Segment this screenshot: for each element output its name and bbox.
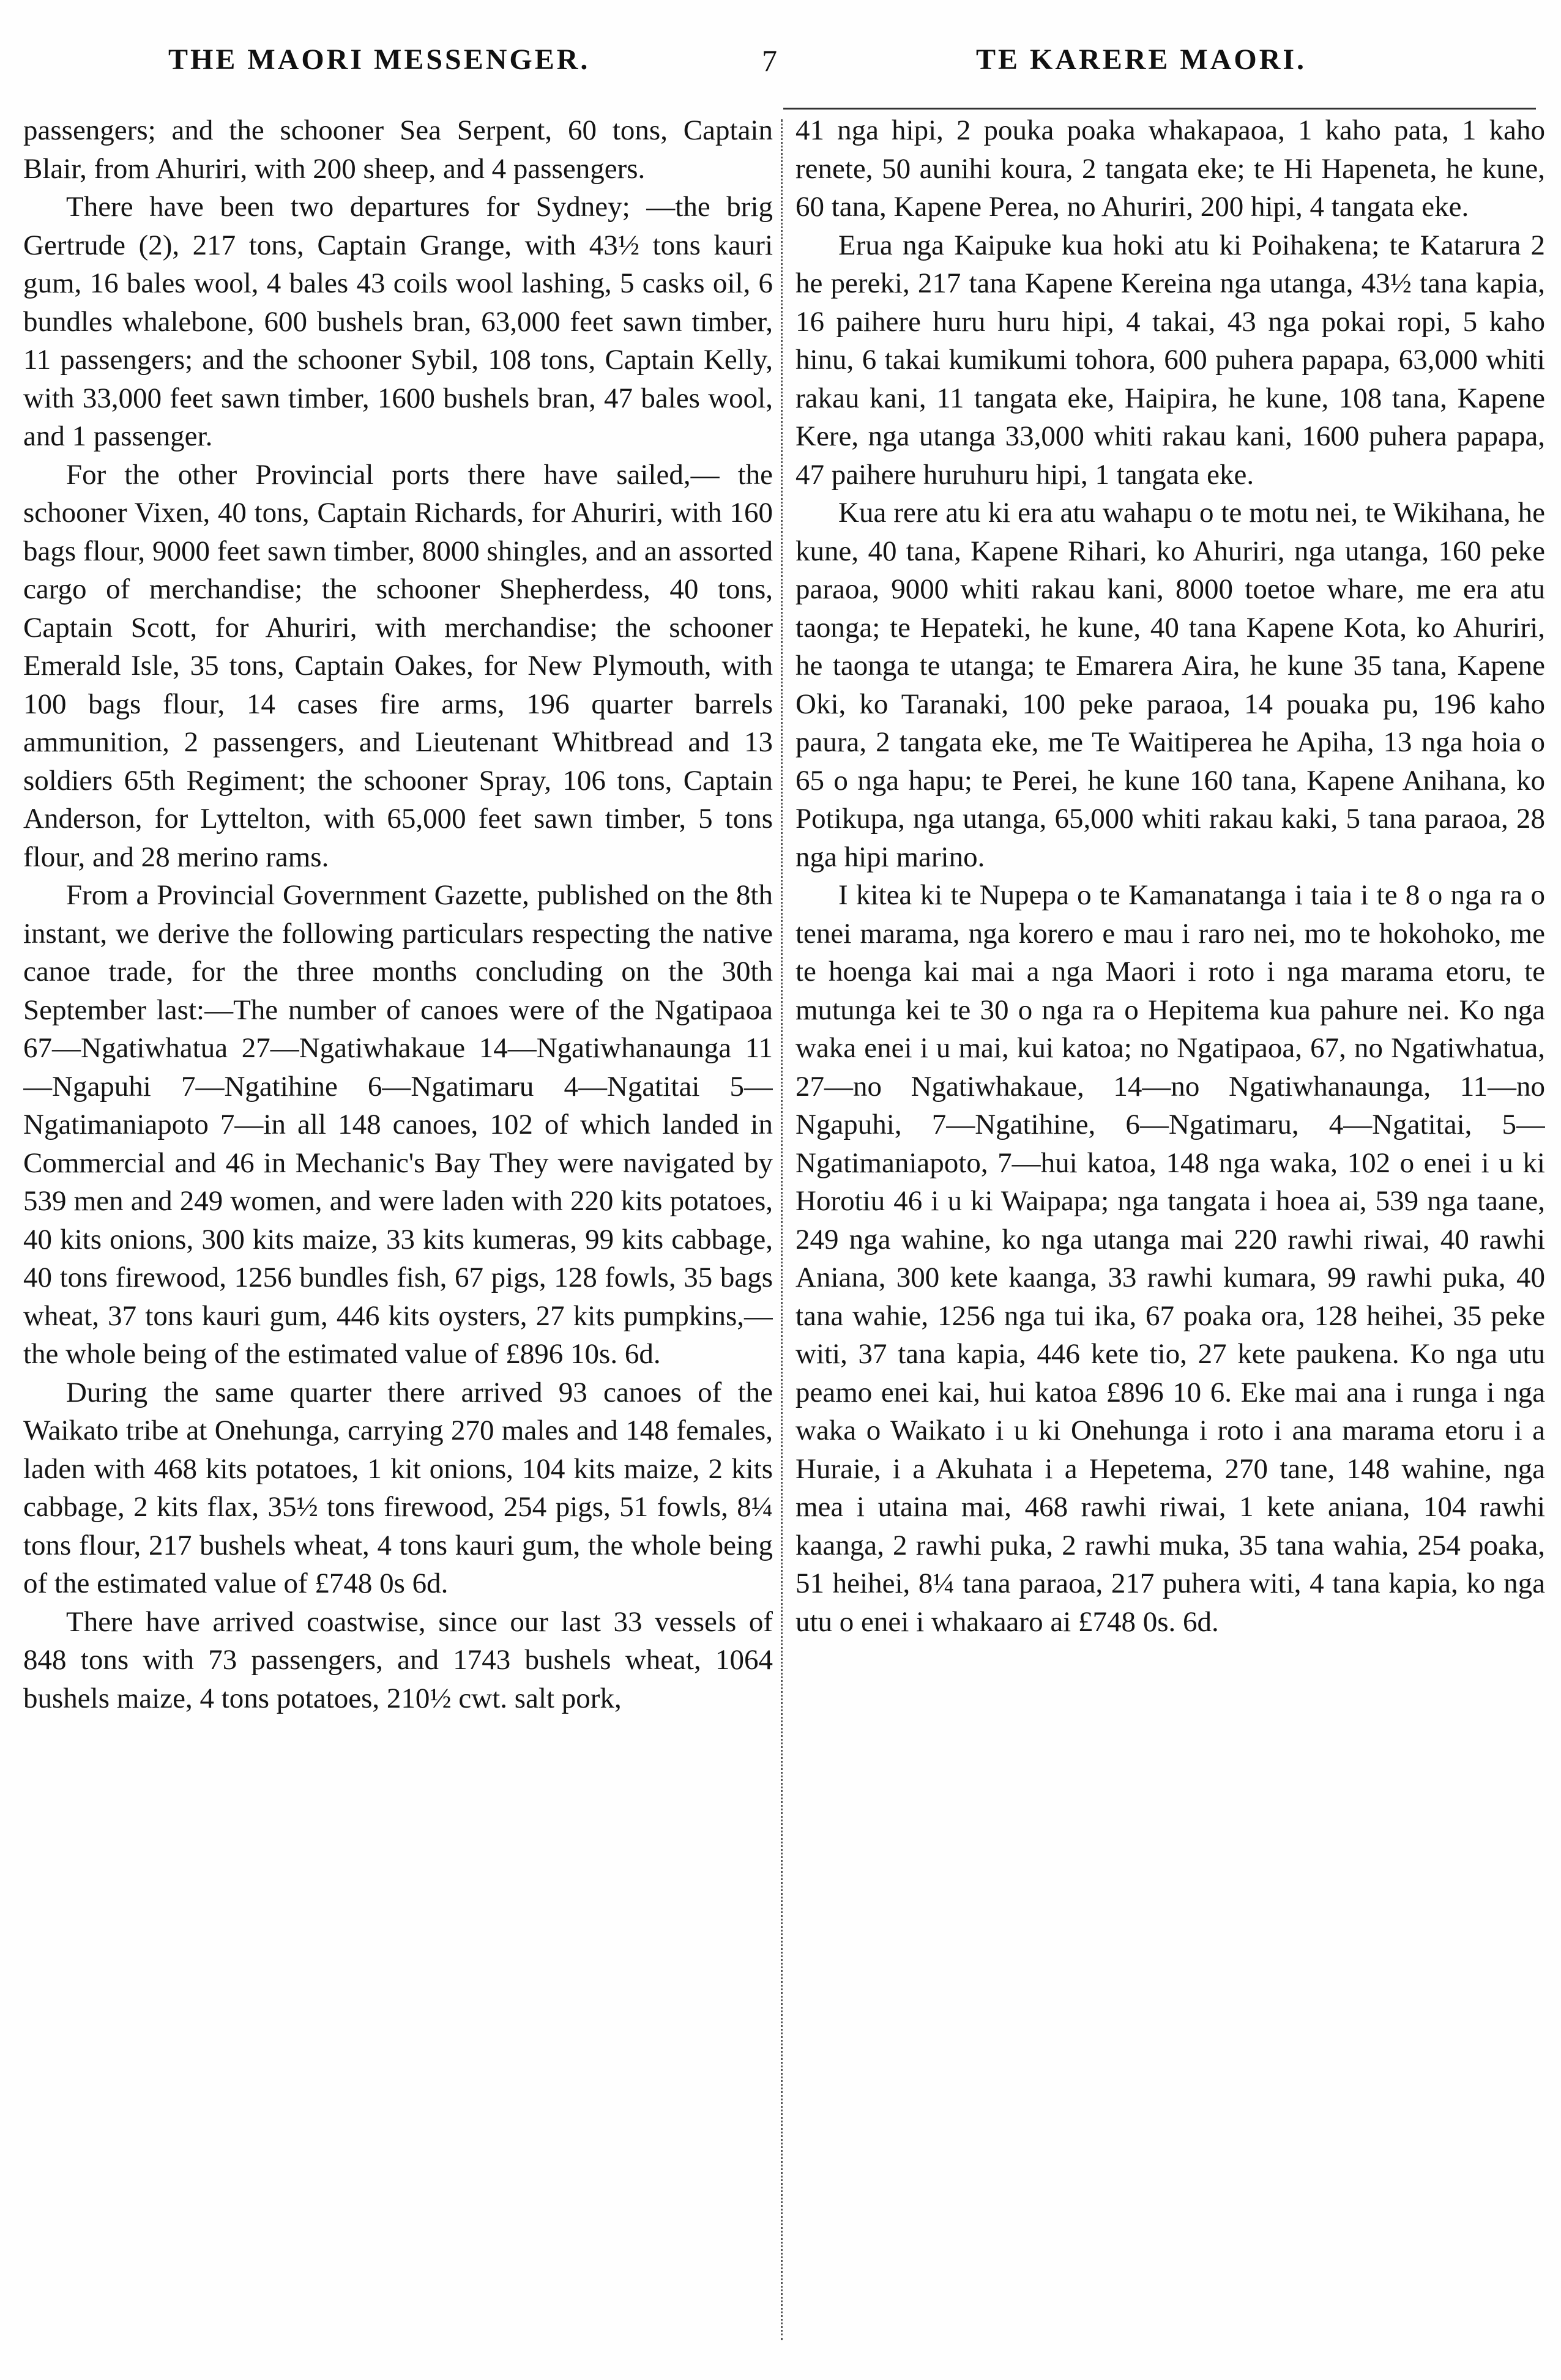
english-paragraph-6: There have arrived coastwise, since our last 33 vessels of 848 tons with 73 passengers, and 1743 bushels wheat, 1064 bushels maize, 4 tons potatoes, 210½ cwt. salt pork, (23, 1605, 773, 1714)
english-paragraph-5: During the same quarter there arrived 93 canoes of the Waikato tribe at Onehunga, carrying 270 males and 148 females, laden with 468 kits potatoes, 1 kit onions, 104 kits maize, 2 kits cabbage, 2 kits flax, 35½ tons firewood, 254 pigs, 51 fowls, 8¼ tons flour, 217 bushels wheat, 4 tons kauri gum, the whole being of the estimated value of £748 0s 6d. (23, 1376, 773, 1599)
maori-column (795, 111, 1545, 2351)
right-column-top-rule (783, 108, 1536, 110)
maori-paragraph-4: I kitea ki te Nupepa o te Kamanatanga i taia i te 8 o nga ra o tenei marama, nga korero e mau i raro nei, mo te hokohoko, me te hoenga kai mai a nga Maori i roto i nga marama etoru, te mutunga kei te 30 o nga ra o Hepitema kua pahure nei. Ko nga waka enei i u mai, kui katoa; no Ngatipaoa, 67, no Ngatiwhatua, 27—no Ngatiwhakaue, 14—no Ngatiwhanaunga, 11—no Ngapuhi, 7—Ngatihine, 6—Ngatimaru, 4—Ngatitai, 5—Ngatimaniapoto, 7—hui katoa, 148 nga waka, 102 o enei i u ki Horotiu 46 i u ki Waipapa; nga tangata i hoea ai, 539 nga taane, 249 nga wahine, ko nga utanga mai 220 rawhi riwai, 40 rawhi Aniana, 300 kete kaanga, 33 rawhi kumara, 99 rawhi puka, 40 tana wahie, 1256 nga tui ika, 67 poaka ora, 128 heihei, 35 peke witi, 37 tana kapia, 446 kete tio, 27 kete paukena. Ko nga utu peamo enei kai, hui katoa £896 10 6. Eke mai ana i runga i nga waka o Waikato i u ki Onehunga i roto i ana marama etoru i a Huraie, i a Akuhata i a Hepetema, 270 tane, 148 wahine, nga mea i utaina mai, 468 rawhi riwai, 1 kete aniana, 104 rawhi kaanga, 2 rawhi puka, 2 rawhi muka, 35 tana wahia, 254 poaka, 51 heihei, 8¼ tana paraoa, 217 puhera witi, 4 tana kapia, ko nga utu o enei i whakaaro ai £748 0s. 6d. (795, 879, 1545, 1638)
column-divider (781, 119, 783, 2340)
english-paragraph-3: For the other Provincial ports there have sailed,— the schooner Vixen, 40 tons, Captain Richards, for Ahuriri, with 160 bags flour, 9000 feet sawn timber, 8000 shingles, and an assorted cargo of merchandise; the schooner Shepherdess, 40 tons, Captain Scott, for Ahuriri, with merchandise; the schooner Emerald Isle, 35 tons, Captain Oakes, for New Plymouth, with 100 bags flour, 14 cases fire arms, 196 quarter barrels ammunition, 2 passengers, and Lieutenant Whitbread and 13 soldiers 65th Regiment; the schooner Spray, 106 tons, Captain Anderson, for Lyttelton, with 65,000 feet sawn timber, 5 tons flour, and 28 merino rams. (23, 458, 773, 873)
maori-paragraph-3: Kua rere atu ki era atu wahapu o te motu nei, te Wikihana, he kune, 40 tana, Kapene Rihari, ko Ahuriri, nga utanga, 160 peke paraoa, 9000 whiti rakau kani, 8000 toetoe whare, me era atu taonga; te Hepateki, he kune, 40 tana Kapene Kota, ko Ahuriri, he taonga te utanga; te Emarera Aira, he kune 35 tana, Kapene Oki, ko Taranaki, 100 peke paraoa, 14 pouaka pu, 196 kaho paura, 2 tangata eke, me Te Waitiperea he Apiha, 13 nga hoia o 65 o nga hapu; te Perei, he kune 160 tana, Kapene Anihana, ko Potikupa, nga utanga, 65,000 whiti rakau kaki, 5 tana paraoa, 28 nga hipi marino. (795, 497, 1545, 873)
english-paragraph-2: There have been two departures for Sydney; —the brig Gertrude (2), 217 tons, Captain Grange, with 43½ tons kauri gum, 16 bales wool, 4 bales 43 coils wool lashing, 5 casks oil, 6 bundles whalebone, 600 bushels bran, 63,000 feet sawn timber, 11 passengers; and the schooner Sybil, 108 tons, Captain Kelly, with 33,000 feet sawn timber, 1600 bushels bran, 47 bales wool, and 1 passenger. (23, 191, 773, 452)
page-number: 7 (762, 43, 780, 78)
maori-paragraph-2: Erua nga Kaipuke kua hoki atu ki Poihakena; te Katarura 2 he pereki, 217 tana Kapene Kereina nga utanga, 43½ tana kapia, 16 paihere huru huru hipi, 4 takai, 43 nga pokai ropi, 5 kaho hinu, 6 takai kumikumi tohora, 600 puhera papapa, 63,000 whiti rakau kani, 11 tangata eke, Haipira, he kune, 108 tana, Kapene Kere, nga utanga 33,000 whiti rakau kani, 1600 puhera papapa, 47 paihere huruhuru hipi, 1 tangata eke. (795, 229, 1545, 491)
english-paragraph-4: From a Provincial Government Gazette, published on the 8th instant, we derive the following particulars respecting the native canoe trade, for the three months concluding on the 30th September last:—The number of canoes were of the Ngatipaoa 67—Ngatiwhatua 27—Ngatiwhakaue 14—Ngatiwhanaunga 11—Ngapuhi 7—Ngatihine 6—Ngatimaru 4—Ngatitai 5—Ngatimaniapoto 7—in all 148 canoes, 102 of which landed in Commercial and 46 in Mechanic's Bay They were navigated by 539 men and 249 women, and were laden with 220 kits potatoes, 40 kits onions, 300 kits maize, 33 kits kumeras, 99 kits cabbage, 40 tons firewood, 1256 bundles fish, 67 pigs, 128 fowls, 35 bags wheat, 37 tons kauri gum, 446 kits oysters, 27 kits pumpkins,—the whole being of the estimated value of £896 10s. 6d. (23, 879, 773, 1370)
maori-paragraph-1: 41 nga hipi, 2 pouka poaka whakapaoa, 1 kaho pata, 1 kaho renete, 50 aunihi koura, 2 tangata eke; te Hi Hapeneta, he kune, 60 tana, Kapene Perea, no Ahuriri, 200 hipi, 4 tangata eke. (795, 114, 1545, 223)
page-header (0, 43, 1561, 92)
maori-masthead: TE KARERE MAORI. (976, 43, 1307, 76)
english-masthead: THE MAORI MESSENGER. (168, 43, 590, 76)
english-paragraph-1: passengers; and the schooner Sea Serpent, 60 tons, Captain Blair, from Ahuriri, with 200 sheep, and 4 passengers. (23, 114, 773, 185)
english-column (23, 111, 773, 2351)
